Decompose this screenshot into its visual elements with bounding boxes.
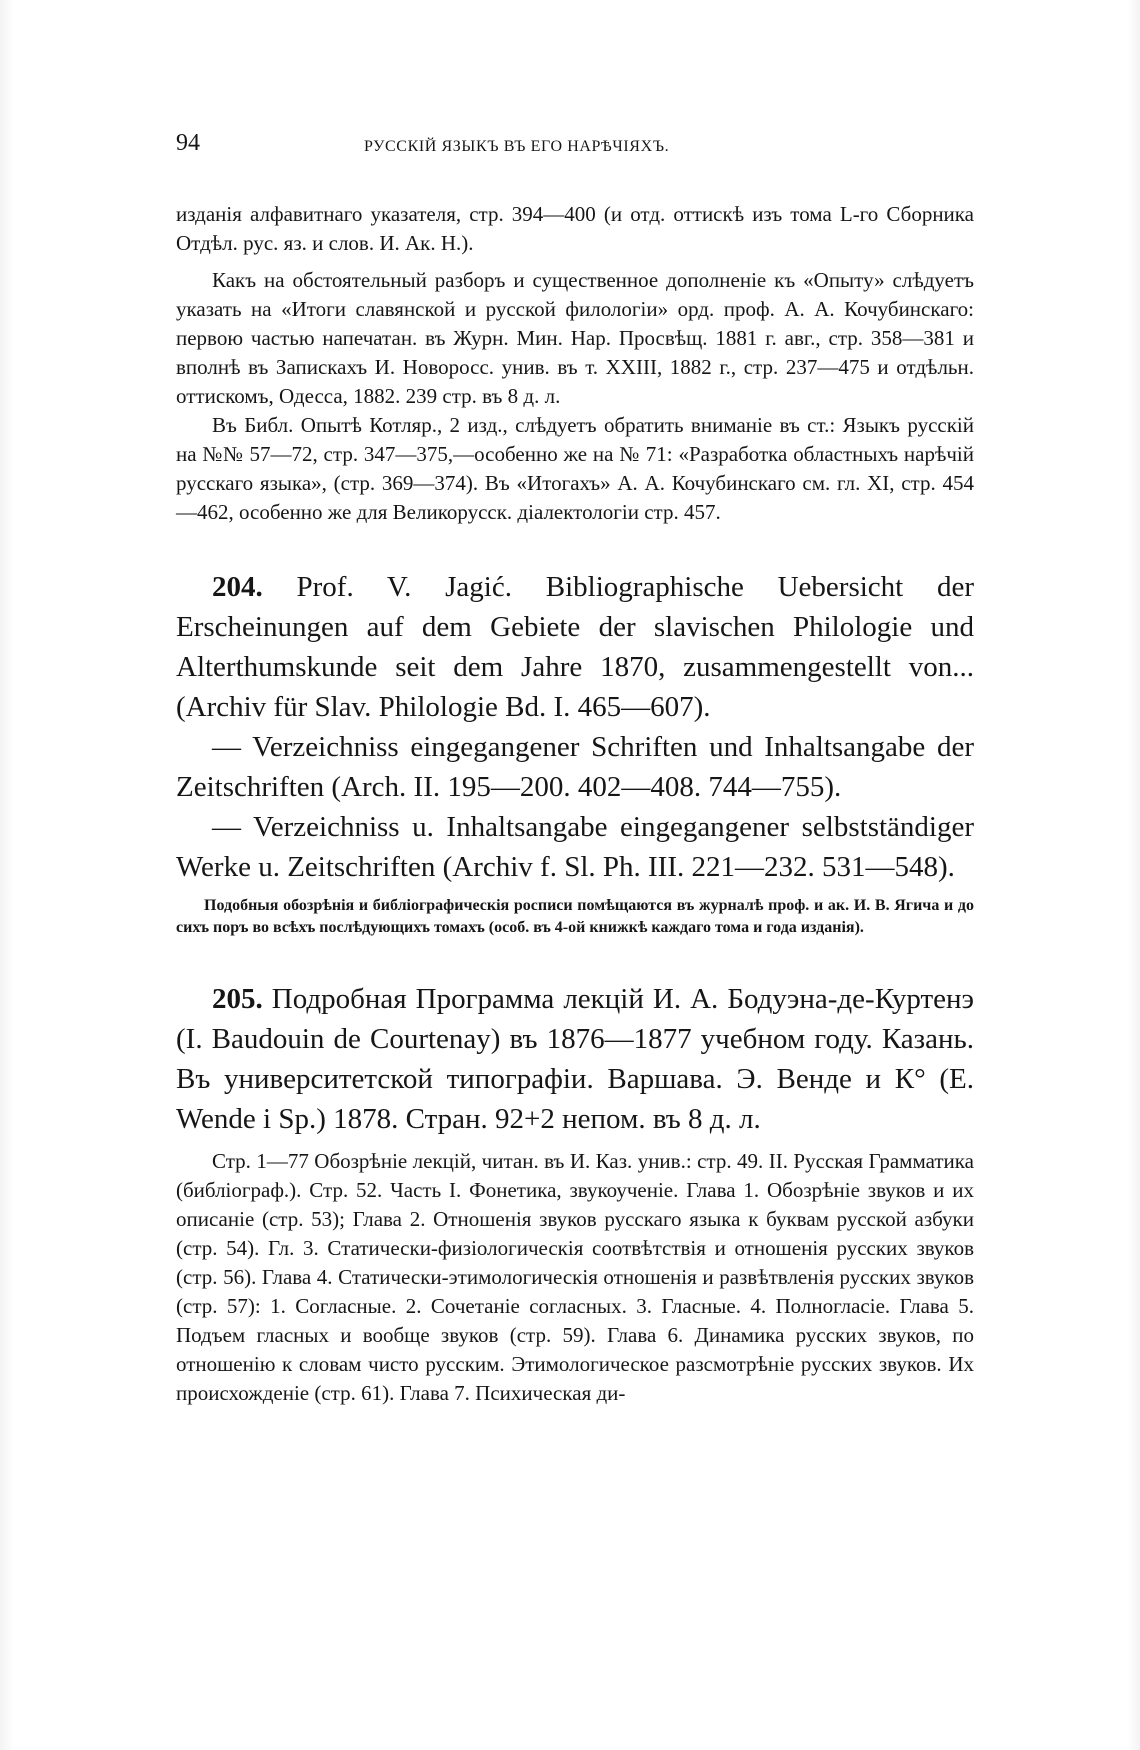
entry-204-sub-2: — Verzeichniss u. Inhaltsangabe eingegangener selbstständiger Werke u. Zeitschriften (Archiv f. Sl. Ph. III. 221—232. 531—548). xyxy=(176,811,974,883)
page-number: 94 xyxy=(176,130,200,156)
entry-204-number: 204. xyxy=(212,571,263,603)
entry-204 xyxy=(176,567,974,727)
entry-204-sub-1: — Verzeichniss eingegangener Schriften und Inhaltsangabe der Zeitschriften (Arch. II. 195—200. 402—408. 744—755). xyxy=(176,731,974,803)
intro-paragraph-3: Въ Библ. Опытѣ Котляр., 2 изд., слѣдуетъ обратить вниманіе въ ст.: Языкъ русскій на №№ 57—72, стр. 347—375,—особенно же на № 71: «Разработка областныхъ нарѣчій русскаго языка», (стр. 369—374). Въ «Итогахъ» А. А. Кочубинскаго см. гл. XI, стр. 454—462, особенно же для Великорусск. діалектологіи стр. 457. xyxy=(176,413,974,524)
entry-205-text: Подробная Программа лекцій И. А. Бодуэна-де-Куртенэ (I. Baudouin de Courtenay) въ 1876—1877 учебном году. Казань. Въ университетской типографіи. Варшава. Э. Венде и К° (E. Wende i Sp.) 1878. Стран. 92+2 непом. въ 8 д. л. xyxy=(176,983,974,1135)
entry-205-number: 205. xyxy=(212,983,263,1015)
entry-205 xyxy=(176,979,974,1139)
entry-204-note: Подобныя обозрѣнія и библіографическія росписи помѣщаются въ журналѣ проф. и ак. И. В. Ягича и до сихъ поръ во всѣхъ послѣдующихъ томахъ (особ. въ 4-ой книжкѣ каждаго тома и года изданія). xyxy=(176,897,974,936)
entry-204-text: Prof. V. Jagić. Bibliographische Uebersicht der Erscheinungen auf dem Gebiete der slavischen Philologie und Alterthumskunde seit dem Jahre 1870, zusammengestellt von... (Archiv für Slav. Philologie Bd. I. 465—607). xyxy=(176,571,975,723)
intro-paragraph-1: изданія алфавитнаго указателя, стр. 394—400 (и отд. оттискѣ изъ тома L-го Сборника Отдѣл. рус. яз. и слов. И. Ак. Н.). xyxy=(176,202,974,255)
right-edge-shading xyxy=(1128,0,1140,1750)
left-edge-shading xyxy=(0,0,14,1750)
running-head: РУССКІЙ ЯЗЫКЪ ВЪ ЕГО НАРѢЧІЯХЪ. xyxy=(364,138,670,155)
intro-paragraph-2: Какъ на обстоятельный разборъ и существенное дополненіе къ «Опыту» слѣдуетъ указать на «Итоги славянской и русской филологіи» орд. проф. А. А. Кочубинскаго: первою частью напечатан. въ Журн. Мин. Нар. Просвѣщ. 1881 г. авг., стр. 358—381 и вполнѣ въ Запискахъ И. Новоросс. унив. въ т. XXIII, 1882 г., стр. 237—475 и отдѣльн. оттискомъ, Одесса, 1882. 239 стр. въ 8 д. л. xyxy=(176,268,974,408)
entry-205-body: Стр. 1—77 Обозрѣніе лекцій, читан. въ И. Каз. унив.: стр. 49. II. Русская Грамматика (библіограф.). Стр. 52. Часть I. Фонетика, звукоученіе. Глава 1. Обозрѣніе звуков и их описаніе (стр. 53); Глава 2. Отношенія звуков русскаго языка к буквам русской азбуки (стр. 54). Гл. 3. Статически-физіологическія соотвѣтствія и отношенія русских звуков (стр. 56). Глава 4. Статически-этимологическія отношенія и развѣтвленія русских звуков (стр. 57): 1. Согласные. 2. Сочетаніе согласных. 3. Гласные. 4. Полногласіе. Глава 5. Подъем гласных и вообще звуков (стр. 59). Глава 6. Динамика русских звуков, по отношенію к словам чисто русским. Этимологическое разсмотрѣніе русских звуков. Их происхожденіе (стр. 61). Глава 7. Психическая ди- xyxy=(176,1149,974,1405)
page-header xyxy=(176,130,976,170)
page-content xyxy=(176,200,974,1408)
